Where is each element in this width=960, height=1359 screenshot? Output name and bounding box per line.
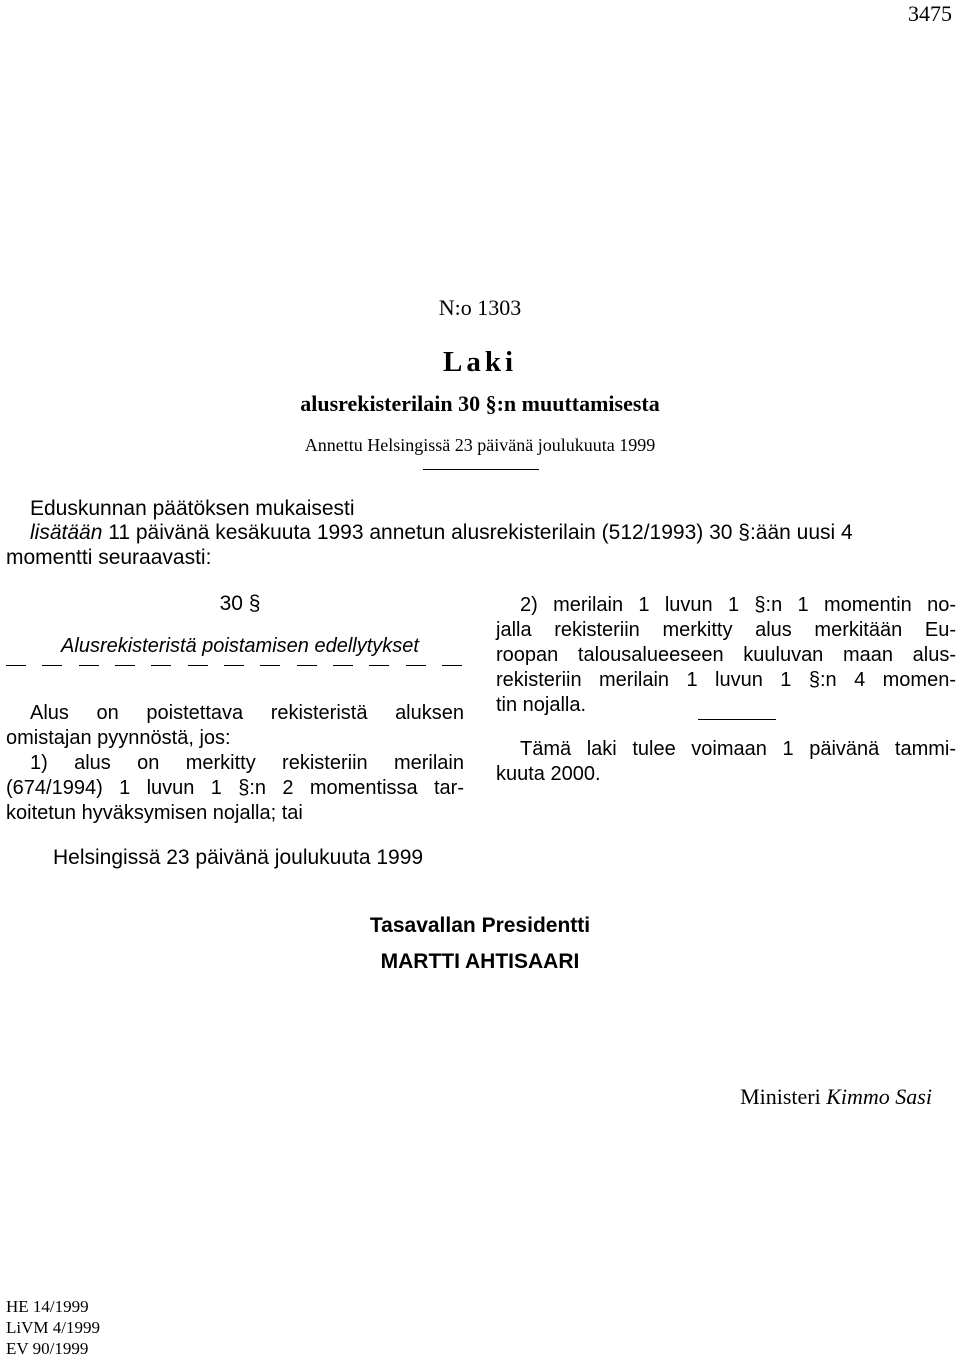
omission-dash (224, 665, 244, 666)
act-subtitle: alusrekisterilain 30 §:n muuttamisesta (300, 391, 660, 416)
issued-date-line: Annettu Helsingissä 23 päivänä joulukuuta 1999 (304, 435, 656, 455)
intro-line: Eduskunnan päätöksen mukaisesti (30, 497, 355, 520)
intro-enactment-verb: lisätään (30, 521, 103, 544)
section-text-right-column (496, 593, 956, 718)
entry-into-force-divider (698, 719, 776, 720)
signer-title: Tasavallan Presidentti (369, 914, 591, 937)
paragraph-line: 2) merilain 1 luvun 1 §:n 1 momentin no- (520, 594, 956, 616)
omission-dash (442, 665, 462, 666)
header-divider (423, 469, 539, 470)
section-number: 30 § (219, 592, 261, 615)
act-title: Laki (442, 346, 518, 378)
reference-item: LiVM 4/1999 (6, 1318, 100, 1337)
paragraph-line: 1) alus on merkitty rekisteriin merilain (30, 752, 464, 774)
page-number: 3475 (908, 1, 952, 26)
paragraph-line: roopan talousalueeseen kuuluvan maan alus- (496, 644, 956, 666)
paragraph-line: tin nojalla. (496, 694, 587, 716)
legislative-references (6, 1296, 100, 1359)
paragraph-line: koitetun hyväksymisen nojalla; tai (6, 802, 303, 824)
intro-enactment-line (30, 520, 853, 545)
omission-dash (406, 665, 426, 666)
reference-item: EV 90/1999 (6, 1339, 89, 1358)
paragraph-line: Tämä laki tulee voimaan 1 päivänä tammi- (520, 738, 956, 760)
signer-name: MARTTI AHTISAARI (380, 950, 580, 973)
omission-dash (115, 665, 135, 666)
intro-enactment-text: 11 päivänä kesäkuuta 1993 annetun alusrekisterilain (512/1993) 30 §:ään uusi 4 (102, 521, 853, 544)
paragraph-line: Alus on poistettava rekisteristä aluksen (30, 702, 464, 724)
omission-dash (297, 665, 317, 666)
signature-place-date: Helsingissä 23 päivänä joulukuuta 1999 (53, 846, 424, 869)
section-heading: Alusrekisteristä poistamisen edellytykset (61, 635, 419, 657)
omission-dash (79, 665, 99, 666)
paragraph-line: jalla rekisteriin merkitty alus merkitään Eu- (496, 619, 956, 641)
entry-into-force-paragraph (496, 737, 956, 787)
minister-name: Kimmo Sasi (826, 1084, 932, 1109)
reference-item: HE 14/1999 (6, 1297, 89, 1316)
intro-line: momentti seuraavasti: (6, 546, 212, 569)
act-number: N:o 1303 (438, 295, 522, 320)
omission-dash (42, 665, 62, 666)
paragraph-line: kuuta 2000. (496, 763, 601, 785)
omission-dash (151, 665, 171, 666)
omission-dash (6, 665, 26, 666)
minister-signature (740, 1083, 932, 1111)
omission-dash (369, 665, 389, 666)
minister-label: Ministeri (740, 1084, 821, 1109)
section-text-left-column (6, 701, 464, 826)
omission-dash (333, 665, 353, 666)
paragraph-line: rekisteriin merilain 1 luvun 1 §:n 4 momen- (496, 669, 956, 691)
paragraph-line: (674/1994) 1 luvun 1 §:n 2 momentissa tar- (6, 777, 464, 799)
omission-dash (260, 665, 280, 666)
omission-dash (188, 665, 208, 666)
omission-dashes (6, 658, 462, 672)
paragraph-line: omistajan pyynnöstä, jos: (6, 727, 231, 749)
